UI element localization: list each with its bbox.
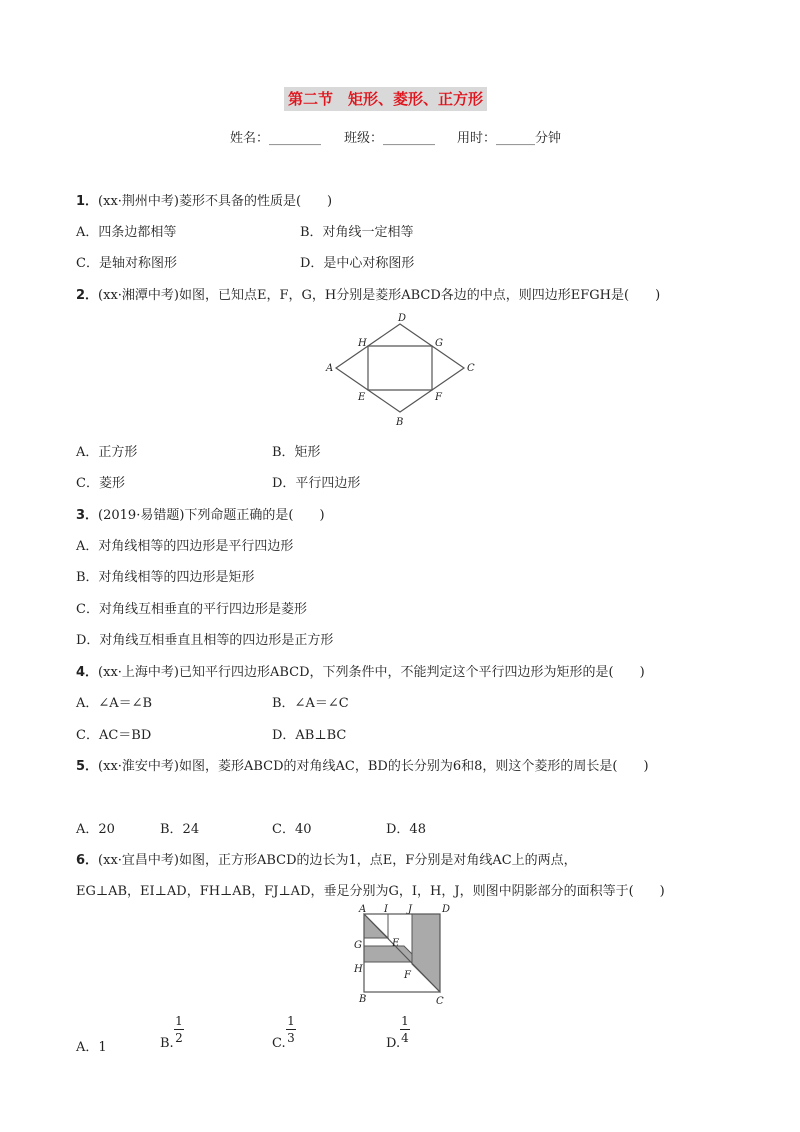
q2-option-c: C．菱形 (76, 476, 125, 491)
q6-option-b: B. (160, 1036, 174, 1051)
q4-option-b: B．∠A＝∠C (272, 696, 349, 711)
question-text: (xx·湘潭中考)如图，已知点E，F，G，H分别是菱形ABCD各边的中点，则四边形EFGH是( ) (98, 288, 661, 303)
q2-option-a: A．正方形 (76, 445, 138, 460)
question-6 (76, 849, 577, 868)
q4-option-a: A．∠A＝∠B (76, 696, 153, 711)
fraction-denominator: 4 (401, 1031, 409, 1045)
rhombus-abcd (336, 324, 464, 412)
question-number: 2． (76, 288, 99, 303)
q6-option-c: C. (272, 1036, 286, 1051)
label-i: I (384, 904, 388, 915)
label-e: E (358, 392, 366, 403)
question-number: 1． (76, 194, 99, 209)
label-f: F (435, 392, 442, 403)
label-c: C (467, 363, 475, 374)
q6-fraction-d (400, 1014, 410, 1045)
label-j: J (408, 904, 413, 915)
q2-option-d: D．平行四边形 (272, 476, 361, 491)
label-b: B (359, 994, 367, 1005)
fraction-denominator: 2 (175, 1031, 183, 1045)
question-1 (76, 190, 332, 209)
question-number: 3． (76, 508, 99, 523)
q2-option-b: B．矩形 (272, 445, 321, 460)
label-h: H (358, 338, 367, 349)
question-text: (xx·宜昌中考)如图，正方形ABCD的边长为1，点E，F分别是对角线AC上的两点， (98, 853, 577, 868)
q1-option-c: C．是轴对称图形 (76, 256, 177, 271)
time-field-label: 用时：______分钟 (457, 131, 562, 146)
question-number: 4． (76, 665, 99, 680)
name-field-label: 姓名：________ (230, 131, 322, 146)
label-f: F (404, 970, 411, 981)
question-6-line-2: EG⊥AB，EI⊥AD，FH⊥AB，FJ⊥AD，垂足分别为G，I，H，J，则图中阴影部分的面积等于( ) (76, 884, 665, 899)
label-b: B (396, 417, 404, 428)
label-a: A (359, 904, 367, 915)
class-field-label: 班级：________ (344, 131, 436, 146)
label-d: D (442, 904, 451, 915)
shaded-rect-g-h (364, 946, 412, 962)
question-text: (xx·荆州中考)菱形不具备的性质是( ) (98, 194, 333, 209)
q3-option-c: C．对角线互相垂直的平行四边形是菱形 (76, 602, 307, 617)
q1-option-a: A．四条边都相等 (76, 225, 177, 240)
question-number: 5． (76, 759, 99, 774)
label-g: G (354, 940, 362, 951)
shaded-region-j-d-c (412, 914, 440, 992)
q6-option-a: A．1 (76, 1040, 107, 1055)
label-h: H (354, 964, 363, 975)
question-3 (76, 504, 325, 523)
fraction-numerator: 1 (287, 1014, 295, 1028)
q6-fraction-c (286, 1014, 296, 1045)
q6-option-d: D. (386, 1036, 401, 1051)
q3-option-b: B．对角线相等的四边形是矩形 (76, 570, 255, 585)
square-figure (348, 902, 458, 1008)
q4-option-d: D．AB⊥BC (272, 728, 347, 743)
question-number: 6． (76, 853, 99, 868)
page-title: 第二节 矩形、菱形、正方形 (284, 87, 487, 111)
label-e: E (392, 938, 400, 949)
q5-option-a: A．20 (76, 822, 115, 837)
question-5 (76, 755, 649, 774)
label-a: A (326, 363, 334, 374)
rectangle-efgh (368, 346, 432, 390)
label-d: D (398, 313, 407, 324)
question-2 (76, 284, 660, 303)
q3-option-a: A．对角线相等的四边形是平行四边形 (76, 539, 294, 554)
fraction-bar (286, 1029, 296, 1030)
label-c: C (436, 996, 444, 1007)
q3-option-d: D．对角线互相垂直且相等的四边形是正方形 (76, 633, 334, 648)
fraction-numerator: 1 (175, 1014, 183, 1028)
q5-option-c: C．40 (272, 822, 312, 837)
question-text: (xx·上海中考)已知平行四边形ABCD，下列条件中，不能判定这个平行四边形为矩形的是( ) (98, 665, 645, 680)
question-4 (76, 661, 645, 680)
q1-option-b: B．对角线一定相等 (300, 225, 414, 240)
q6-fraction-b (174, 1014, 184, 1045)
rhombus-figure (320, 308, 480, 432)
q4-option-c: C．AC＝BD (76, 728, 152, 743)
question-text: (2019·易错题)下列命题正确的是( ) (98, 508, 325, 523)
q5-option-b: B．24 (160, 822, 200, 837)
fraction-numerator: 1 (401, 1014, 409, 1028)
q5-option-d: D．48 (386, 822, 426, 837)
fraction-denominator: 3 (287, 1031, 295, 1045)
fraction-bar (400, 1029, 410, 1030)
question-text: (xx·淮安中考)如图，菱形ABCD的对角线AC，BD的长分别为6和8，则这个菱形的周长是( ) (98, 759, 649, 774)
label-g: G (435, 338, 443, 349)
fraction-bar (174, 1029, 184, 1030)
q1-option-d: D．是中心对称图形 (300, 256, 415, 271)
